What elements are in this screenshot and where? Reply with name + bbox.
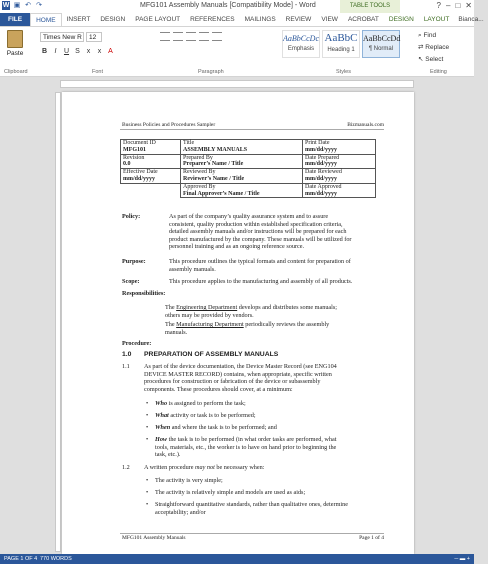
title-bar (0, 0, 474, 13)
table-cell (181, 183, 303, 198)
policy-line: As part of the company’s quality assurance system and to assure (169, 213, 329, 220)
list-item (155, 400, 379, 408)
style-normal[interactable] (362, 30, 400, 58)
effective-date: mm/dd/yyyy (123, 175, 156, 182)
tab-file[interactable]: FILE (0, 13, 30, 26)
resp-text: The (165, 321, 177, 328)
resp-text: others may be provided by vendors. (165, 311, 254, 319)
bullet-icon: • (146, 400, 149, 407)
responsibility-engineering (165, 304, 379, 319)
revision-label: Revision (123, 154, 145, 161)
table-cell (121, 154, 181, 169)
approved-by-label: Approved By (183, 183, 216, 190)
styles-gallery (282, 30, 400, 58)
bullet-icon: • (146, 424, 149, 431)
table-cell (181, 169, 303, 184)
print-date: mm/dd/yyyy (305, 146, 338, 153)
date-reviewed-label: Date Reviewed (305, 169, 342, 176)
policy-label: Policy: (122, 213, 141, 220)
ribbon (0, 27, 474, 77)
list-item (155, 412, 379, 420)
word-count[interactable]: 770 WORDS (40, 556, 72, 562)
manufacturing-dept-link: Manufacturing Department (176, 321, 244, 328)
window-controls (437, 1, 472, 10)
ribbon-tabs (0, 13, 484, 27)
find-label: Find (423, 32, 437, 39)
editing-group-label: Editing (430, 69, 447, 75)
table-cell (303, 169, 376, 184)
responsibilities-label: Responsibilities: (122, 290, 166, 297)
table-cell (303, 154, 376, 169)
table-cell (121, 140, 181, 155)
purpose-line: This procedure outlines the typical formats and content for preparation of (169, 258, 351, 265)
underline-icon[interactable]: U (63, 48, 70, 55)
save-icon[interactable]: ▣ (13, 2, 21, 9)
paragraph-number: 1.2 (122, 464, 130, 471)
undo-icon[interactable]: ↶ (25, 2, 31, 9)
zoom-controls[interactable]: ─ ▬ + (454, 556, 470, 562)
style-normal-name: ¶ Normal (368, 46, 394, 52)
font-color-icon[interactable]: A (108, 48, 113, 55)
bold-icon[interactable]: B (41, 48, 48, 55)
decrease-indent-icon[interactable] (199, 32, 209, 41)
purpose-text (169, 258, 379, 273)
footer-left: MFG101 Assembly Manuals (122, 535, 186, 541)
paragraph-group-label: Paragraph (198, 69, 224, 75)
resp-text: periodically reviews the assembly (243, 321, 330, 328)
list-item-em: What (155, 412, 169, 419)
style-heading-1[interactable] (322, 30, 360, 58)
policy-line: consistent, quality production within established specification criteria, (169, 220, 343, 228)
date-approved: mm/dd/yyyy (305, 190, 338, 197)
list-item-em: Who (155, 400, 168, 407)
vertical-ruler[interactable] (55, 92, 61, 552)
table-cell (303, 183, 376, 198)
tab-table-layout[interactable]: LAYOUT (423, 16, 450, 23)
engineering-dept-link: Engineering Department (176, 304, 238, 311)
bullets-icon[interactable] (160, 32, 170, 41)
list-item-text: is assigned to perform the task; (167, 400, 246, 407)
list-item-text: task, etc.). (155, 451, 181, 459)
policy-text (169, 213, 379, 251)
paragraph-text: A written procedure (144, 464, 196, 471)
bullet-icon: • (146, 436, 149, 443)
responsibility-manufacturing (165, 321, 379, 336)
document-page[interactable] (62, 92, 414, 554)
select-button[interactable] (418, 54, 449, 66)
date-prepared-label: Date Prepared (305, 154, 340, 161)
style-emphasis-name: Emphasis (287, 46, 315, 52)
table-tools-label: TABLE TOOLS (340, 0, 400, 13)
section-number: 1.0 (122, 351, 132, 358)
footer-divider (120, 533, 384, 534)
close-icon[interactable]: ✕ (465, 1, 472, 10)
tab-page-layout[interactable]: PAGE LAYOUT (135, 16, 181, 23)
style-emphasis[interactable] (282, 30, 320, 58)
tab-mailings[interactable]: MAILINGS (244, 16, 276, 23)
paragraph-line: procedures for construction or fabrication of the device or subassembly (144, 378, 321, 386)
bullet-icon: • (146, 477, 149, 484)
paragraph-number: 1.1 (122, 363, 130, 370)
list-item (155, 501, 379, 516)
maximize-icon[interactable]: □ (455, 1, 461, 10)
scope-text: This procedure applies to the manufacturing and assembly of all products. (169, 278, 353, 285)
doc-id-label: Document ID (123, 140, 156, 146)
prepared-by-label: Prepared By (183, 154, 213, 161)
list-item (155, 436, 379, 459)
paragraph-line: DEVICE MASTER RECORD) contains, when appropriate, specific written (144, 370, 332, 378)
replace-label: Replace (425, 44, 450, 51)
revision: 0.0 (123, 161, 131, 168)
select-label: Select (425, 56, 444, 63)
tab-insert[interactable]: INSERT (66, 16, 91, 23)
tab-view[interactable]: VIEW (321, 16, 338, 23)
horizontal-ruler[interactable] (60, 80, 414, 88)
scope-label: Scope: (122, 278, 140, 285)
styles-group-label: Styles (336, 69, 351, 75)
resp-text: The (165, 304, 177, 311)
minimize-icon[interactable]: – (446, 1, 451, 10)
tab-review[interactable]: REVIEW (285, 16, 312, 23)
header-divider (120, 129, 384, 130)
select-icon: ↖ (418, 56, 426, 63)
list-item-text: and where the task is to be performed; and (170, 424, 277, 431)
tab-home[interactable]: HOME (30, 13, 62, 26)
font-size-select[interactable]: 12 (86, 32, 102, 42)
document-info-table[interactable] (120, 139, 376, 198)
style-normal-preview: AaBbCcDd (363, 34, 401, 43)
clipboard-group-label: Clipboard (4, 69, 28, 75)
paragraph-line: components. These procedures should cover, at a minimum: (144, 385, 293, 393)
multilevel-icon[interactable] (186, 32, 196, 41)
list-item: The activity is very simple; (155, 477, 223, 484)
policy-line: personnel training and as an ongoing reference source. (169, 243, 305, 251)
paragraph-em: may not (195, 464, 215, 471)
superscript-icon[interactable]: x (97, 48, 102, 55)
window-title: MFG101 Assembly Manuals [Compatibility Mode] - Word (140, 2, 316, 9)
page-count[interactable]: PAGE 1 OF 4 (4, 556, 38, 562)
header-right: Bizmanuals.com (347, 122, 384, 128)
increase-indent-icon[interactable] (212, 32, 222, 41)
doc-title: ASSEMBLY MANUALS (183, 146, 248, 153)
list-item-em: When (155, 424, 171, 431)
italic-icon[interactable]: I (54, 48, 57, 55)
paragraph-text: be necessary when: (214, 464, 265, 471)
paragraph-1-1 (144, 363, 378, 393)
paragraph-1-2 (144, 464, 378, 472)
table-cell-empty (121, 183, 181, 198)
font-group-label: Font (92, 69, 104, 75)
resp-text: manuals. (165, 328, 188, 336)
resp-text: develops and distributes some manuals; (237, 304, 338, 311)
prepared-by: Preparer’s Name / Title (183, 161, 244, 168)
style-heading-1-name: Heading 1 (327, 47, 355, 53)
doc-id: MFG101 (123, 146, 146, 153)
list-item-text: the task is to be performed (in what order tasks are performed, what (167, 436, 337, 443)
help-icon[interactable]: ? (436, 1, 441, 10)
quick-access-toolbar (2, 1, 43, 10)
table-cell (181, 140, 303, 155)
style-emphasis-preview: AaBbCcDc (283, 34, 319, 43)
date-approved-label: Date Approved (305, 183, 342, 190)
editing-group (418, 30, 449, 66)
clipboard-icon (7, 30, 23, 48)
list-item-em: How (155, 436, 168, 443)
font-format-row (40, 47, 115, 56)
bullet-icon: • (146, 412, 149, 419)
find-icon: ⌕ (418, 32, 424, 39)
effective-date-label: Effective Date (123, 169, 158, 176)
paste-button[interactable] (4, 30, 26, 57)
approved-by: Final Approver’s Name / Title (183, 190, 260, 197)
user-name[interactable]: Bianca... (458, 16, 484, 23)
table-cell (121, 169, 181, 184)
replace-button[interactable] (418, 42, 449, 54)
policy-line: detailed assembly manuals and/or instructions will be prepared for each (169, 228, 347, 236)
paragraph-line: As part of the device documentation, the Device Master Record (see ENG104 (144, 363, 337, 370)
table-cell (303, 140, 376, 155)
reviewed-by-label: Reviewed By (183, 169, 216, 176)
replace-icon: ⇄ (418, 44, 426, 51)
tab-design[interactable]: DESIGN (100, 16, 126, 23)
redo-icon[interactable]: ↷ (36, 2, 42, 9)
paragraph-row (160, 32, 222, 41)
table-cell (181, 154, 303, 169)
font-name-select[interactable]: Times New R (40, 32, 84, 42)
tab-table-design[interactable]: DESIGN (388, 16, 414, 23)
list-item: The activity is relatively simple and models are used as aids; (155, 489, 306, 496)
tab-acrobat[interactable]: ACROBAT (347, 16, 379, 23)
bullet-icon: • (146, 489, 149, 496)
tab-references[interactable]: REFERENCES (190, 16, 235, 23)
list-item (155, 424, 379, 432)
find-button[interactable] (418, 30, 449, 42)
word-logo-icon: W (2, 2, 10, 9)
purpose-label: Purpose: (122, 258, 146, 265)
style-heading-1-preview: AaBbC (324, 32, 358, 44)
date-reviewed: mm/dd/yyyy (305, 175, 338, 182)
paste-label: Paste (6, 50, 24, 57)
print-date-label: Print Date (305, 140, 330, 146)
strikethrough-icon[interactable]: S (75, 48, 80, 55)
reviewed-by: Reviewer’s Name / Title (183, 175, 245, 182)
bullet-icon: • (146, 501, 149, 508)
procedure-label: Procedure: (122, 340, 152, 347)
numbering-icon[interactable] (173, 32, 183, 41)
footer-right: Page 1 of 4 (359, 535, 384, 541)
status-bar (0, 554, 474, 564)
date-prepared: mm/dd/yyyy (305, 161, 338, 168)
policy-line: product manufactured by the company. These manuals will be utilized for (169, 235, 352, 243)
title-label: Title (183, 140, 195, 146)
purpose-line: assembly manuals. (169, 265, 216, 273)
list-item-text: tools, materials, etc., the worker is to have on hand prior to beginning the (155, 443, 337, 451)
header-left: Business Policies and Procedures Sampler (122, 122, 216, 128)
section-heading: PREPARATION OF ASSEMBLY MANUALS (144, 351, 279, 358)
subscript-icon[interactable]: x (86, 48, 91, 55)
list-item-text: acceptability; and/or (155, 508, 206, 516)
list-item-text: activity or task is to be performed; (168, 412, 256, 419)
list-item-text: Straightforward quantitative standards, rather than qualitative ones, determine (155, 501, 348, 508)
